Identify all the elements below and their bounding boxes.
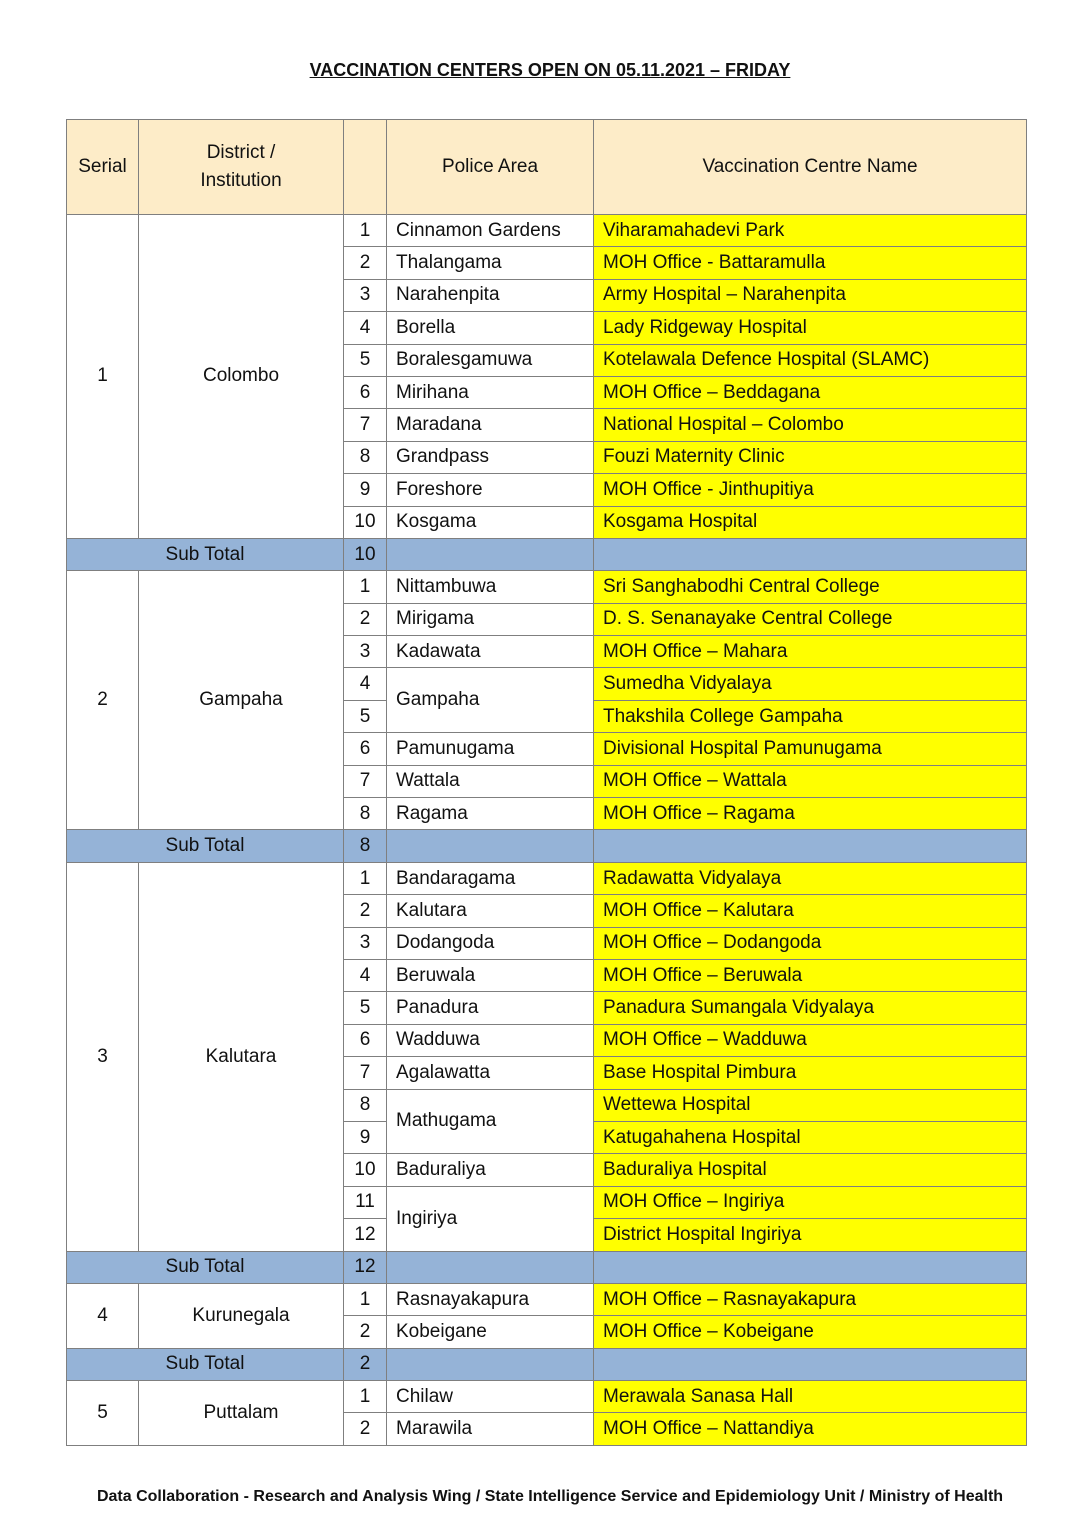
row-number: 4 — [344, 312, 387, 344]
header-district — [139, 120, 344, 215]
centre-name: Lady Ridgeway Hospital — [594, 312, 1027, 344]
police-area: Nittambuwa — [387, 571, 594, 603]
centre-name: MOH Office – Ragama — [594, 798, 1027, 830]
centre-name: National Hospital – Colombo — [594, 409, 1027, 441]
centre-name: Kosgama Hospital — [594, 506, 1027, 538]
centre-name: D. S. Senanayake Central College — [594, 603, 1027, 635]
subtotal-value: 12 — [344, 1251, 387, 1283]
subtotal-empty — [594, 1251, 1027, 1283]
centre-name: MOH Office – Rasnayakapura — [594, 1283, 1027, 1315]
row-number: 1 — [344, 571, 387, 603]
header-police-area: Police Area — [387, 120, 594, 215]
subtotal-row — [67, 1348, 1027, 1380]
row-number: 1 — [344, 215, 387, 247]
police-area: Mirihana — [387, 376, 594, 408]
subtotal-empty — [594, 830, 1027, 862]
row-number: 2 — [344, 603, 387, 635]
police-area: Kadawata — [387, 636, 594, 668]
header-serial: Serial — [67, 120, 139, 215]
row-number: 3 — [344, 279, 387, 311]
row-number: 9 — [344, 1121, 387, 1153]
police-area: Panadura — [387, 992, 594, 1024]
subtotal-empty — [387, 830, 594, 862]
district-serial: 1 — [67, 215, 139, 539]
page-title: VACCINATION CENTERS OPEN ON 05.11.2021 – FRIDAY — [309, 60, 791, 80]
police-area: Kosgama — [387, 506, 594, 538]
district-serial: 3 — [67, 862, 139, 1251]
row-number: 5 — [344, 992, 387, 1024]
row-number: 5 — [344, 344, 387, 376]
police-area: Mathugama — [387, 1089, 594, 1154]
centre-name: MOH Office – Wadduwa — [594, 1024, 1027, 1056]
centre-name: MOH Office – Wattala — [594, 765, 1027, 797]
police-area: Baduraliya — [387, 1154, 594, 1186]
header-district-line2: Institution — [200, 170, 282, 191]
row-number: 2 — [344, 1316, 387, 1348]
row-number: 10 — [344, 506, 387, 538]
centre-name: Thakshila College Gampaha — [594, 700, 1027, 732]
row-number: 2 — [344, 895, 387, 927]
row-number: 6 — [344, 376, 387, 408]
centre-name: MOH Office – Dodangoda — [594, 927, 1027, 959]
row-number: 8 — [344, 441, 387, 473]
subtotal-label: Sub Total — [67, 1251, 344, 1283]
row-number: 2 — [344, 1413, 387, 1445]
centre-name: Katugahahena Hospital — [594, 1121, 1027, 1153]
row-number: 9 — [344, 474, 387, 506]
police-area: Gampaha — [387, 668, 594, 733]
police-area: Ingiriya — [387, 1186, 594, 1251]
row-number: 1 — [344, 862, 387, 894]
table-row — [67, 1283, 1027, 1315]
police-area: Boralesgamuwa — [387, 344, 594, 376]
centre-name: MOH Office – Nattandiya — [594, 1413, 1027, 1445]
table-row — [67, 571, 1027, 603]
police-area: Agalawatta — [387, 1057, 594, 1089]
police-area: Bandaragama — [387, 862, 594, 894]
centre-name: Radawatta Vidyalaya — [594, 862, 1027, 894]
centre-name: MOH Office - Battaramulla — [594, 247, 1027, 279]
header-centre-name: Vaccination Centre Name — [594, 120, 1027, 215]
header-number — [344, 120, 387, 215]
row-number: 8 — [344, 1089, 387, 1121]
subtotal-empty — [387, 1251, 594, 1283]
police-area: Borella — [387, 312, 594, 344]
row-number: 4 — [344, 959, 387, 991]
row-number: 2 — [344, 247, 387, 279]
subtotal-empty — [387, 538, 594, 570]
centre-name: Sri Sanghabodhi Central College — [594, 571, 1027, 603]
police-area: Marawila — [387, 1413, 594, 1445]
centre-name: Baduraliya Hospital — [594, 1154, 1027, 1186]
row-number: 7 — [344, 409, 387, 441]
centre-name: Wettewa Hospital — [594, 1089, 1027, 1121]
centre-name: MOH Office – Kobeigane — [594, 1316, 1027, 1348]
police-area: Wattala — [387, 765, 594, 797]
police-area: Wadduwa — [387, 1024, 594, 1056]
police-area: Beruwala — [387, 959, 594, 991]
table-row — [67, 1381, 1027, 1413]
district-name: Gampaha — [139, 571, 344, 830]
police-area: Pamunugama — [387, 733, 594, 765]
centre-name: MOH Office – Kalutara — [594, 895, 1027, 927]
subtotal-label: Sub Total — [67, 830, 344, 862]
subtotal-value: 8 — [344, 830, 387, 862]
police-area: Maradana — [387, 409, 594, 441]
centre-name: Merawala Sanasa Hall — [594, 1381, 1027, 1413]
police-area: Chilaw — [387, 1381, 594, 1413]
centre-name: Viharamahadevi Park — [594, 215, 1027, 247]
police-area: Foreshore — [387, 474, 594, 506]
district-name: Kurunegala — [139, 1283, 344, 1348]
row-number: 7 — [344, 1057, 387, 1089]
header-district-line1: District / — [206, 142, 276, 163]
centre-name: MOH Office – Beruwala — [594, 959, 1027, 991]
centre-name: Divisional Hospital Pamunugama — [594, 733, 1027, 765]
vaccination-centers-table — [66, 119, 1027, 1446]
table-row — [67, 215, 1027, 247]
row-number: 7 — [344, 765, 387, 797]
row-number: 3 — [344, 636, 387, 668]
header-row — [67, 120, 1027, 215]
table-row — [67, 862, 1027, 894]
subtotal-row — [67, 1251, 1027, 1283]
centre-name: MOH Office – Beddagana — [594, 376, 1027, 408]
police-area: Grandpass — [387, 441, 594, 473]
district-serial: 4 — [67, 1283, 139, 1348]
subtotal-empty — [594, 538, 1027, 570]
subtotal-row — [67, 830, 1027, 862]
row-number: 12 — [344, 1219, 387, 1251]
row-number: 4 — [344, 668, 387, 700]
centre-name: MOH Office – Mahara — [594, 636, 1027, 668]
subtotal-label: Sub Total — [67, 538, 344, 570]
police-area: Rasnayakapura — [387, 1283, 594, 1315]
row-number: 11 — [344, 1186, 387, 1218]
centre-name: Kotelawala Defence Hospital (SLAMC) — [594, 344, 1027, 376]
police-area: Kobeigane — [387, 1316, 594, 1348]
district-name: Puttalam — [139, 1381, 344, 1446]
district-name: Kalutara — [139, 862, 344, 1251]
row-number: 10 — [344, 1154, 387, 1186]
row-number: 8 — [344, 798, 387, 830]
police-area: Ragama — [387, 798, 594, 830]
subtotal-row — [67, 538, 1027, 570]
row-number: 5 — [344, 700, 387, 732]
district-serial: 5 — [67, 1381, 139, 1446]
subtotal-label: Sub Total — [67, 1348, 344, 1380]
centre-name: District Hospital Ingiriya — [594, 1219, 1027, 1251]
police-area: Mirigama — [387, 603, 594, 635]
row-number: 1 — [344, 1283, 387, 1315]
centre-name: Panadura Sumangala Vidyalaya — [594, 992, 1027, 1024]
subtotal-value: 10 — [344, 538, 387, 570]
subtotal-empty — [594, 1348, 1027, 1380]
centre-name: MOH Office - Jinthupitiya — [594, 474, 1027, 506]
footer-credit: Data Collaboration - Research and Analysis Wing / State Intelligence Service and Epidemiology Unit / Ministry of Health — [96, 1488, 1004, 1505]
subtotal-empty — [387, 1348, 594, 1380]
centre-name: Army Hospital – Narahenpita — [594, 279, 1027, 311]
police-area: Narahenpita — [387, 279, 594, 311]
district-serial: 2 — [67, 571, 139, 830]
police-area: Cinnamon Gardens — [387, 215, 594, 247]
centre-name: Base Hospital Pimbura — [594, 1057, 1027, 1089]
centre-name: Sumedha Vidyalaya — [594, 668, 1027, 700]
row-number: 6 — [344, 733, 387, 765]
centre-name: Fouzi Maternity Clinic — [594, 441, 1027, 473]
row-number: 3 — [344, 927, 387, 959]
police-area: Kalutara — [387, 895, 594, 927]
police-area: Dodangoda — [387, 927, 594, 959]
centre-name: MOH Office – Ingiriya — [594, 1186, 1027, 1218]
police-area: Thalangama — [387, 247, 594, 279]
subtotal-value: 2 — [344, 1348, 387, 1380]
district-name: Colombo — [139, 215, 344, 539]
row-number: 1 — [344, 1381, 387, 1413]
row-number: 6 — [344, 1024, 387, 1056]
